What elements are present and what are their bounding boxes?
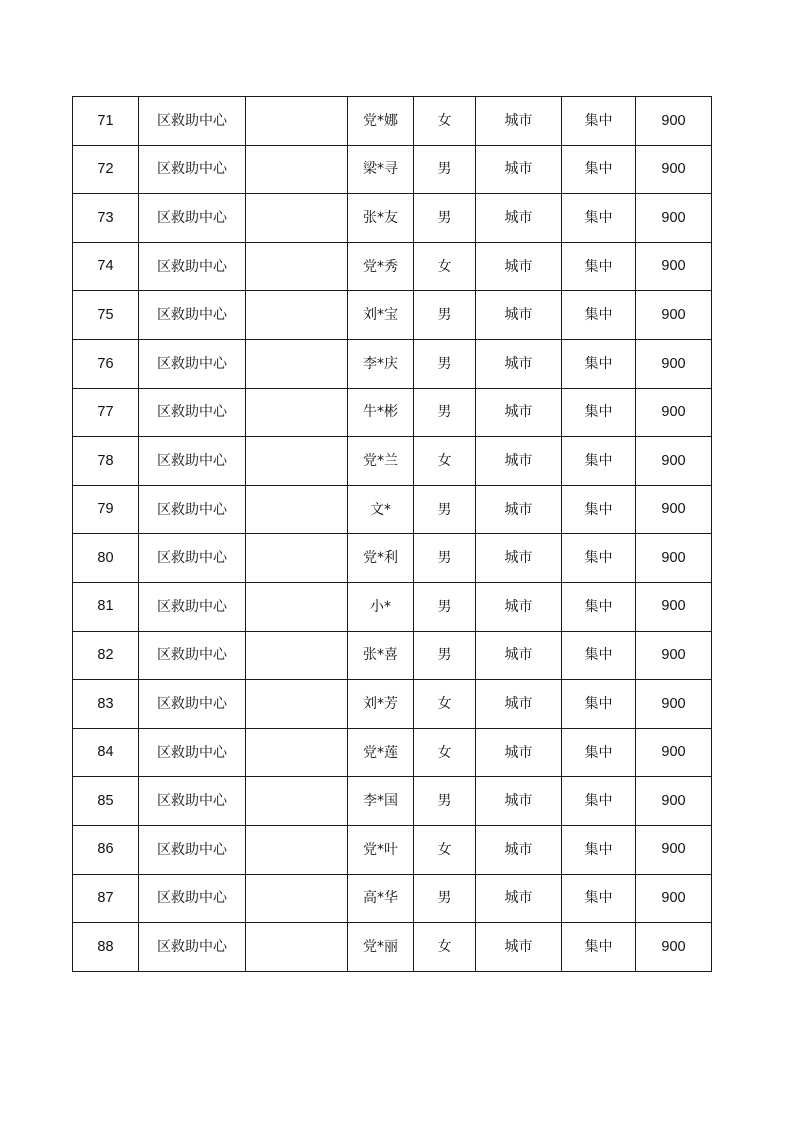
row-number-cell: 81 [73, 582, 139, 631]
name-cell: 高*华 [348, 874, 414, 923]
unit-cell: 区救助中心 [139, 631, 246, 680]
row-number-cell: 76 [73, 339, 139, 388]
support-mode-cell: 集中 [562, 825, 636, 874]
row-number-cell: 85 [73, 777, 139, 826]
area-cell: 城市 [476, 437, 562, 486]
blank-cell [246, 291, 348, 340]
name-cell: 梁*寻 [348, 145, 414, 194]
row-number-cell: 79 [73, 485, 139, 534]
name-cell: 牛*彬 [348, 388, 414, 437]
unit-cell: 区救助中心 [139, 923, 246, 972]
row-number-cell: 78 [73, 437, 139, 486]
name-cell: 李*国 [348, 777, 414, 826]
table-row [73, 388, 712, 437]
area-cell: 城市 [476, 825, 562, 874]
area-cell: 城市 [476, 485, 562, 534]
blank-cell [246, 777, 348, 826]
table-row [73, 534, 712, 583]
support-mode-cell: 集中 [562, 437, 636, 486]
support-mode-cell: 集中 [562, 582, 636, 631]
unit-cell: 区救助中心 [139, 145, 246, 194]
row-number-cell: 71 [73, 97, 139, 146]
area-cell: 城市 [476, 874, 562, 923]
support-mode-cell: 集中 [562, 728, 636, 777]
unit-cell: 区救助中心 [139, 534, 246, 583]
amount-cell: 900 [636, 728, 712, 777]
row-number-cell: 82 [73, 631, 139, 680]
unit-cell: 区救助中心 [139, 388, 246, 437]
row-number-cell: 75 [73, 291, 139, 340]
row-number-cell: 74 [73, 242, 139, 291]
support-mode-cell: 集中 [562, 194, 636, 243]
table-row [73, 680, 712, 729]
blank-cell [246, 145, 348, 194]
gender-cell: 男 [414, 777, 476, 826]
row-number-cell: 77 [73, 388, 139, 437]
gender-cell: 男 [414, 534, 476, 583]
area-cell: 城市 [476, 534, 562, 583]
gender-cell: 女 [414, 680, 476, 729]
name-cell: 刘*芳 [348, 680, 414, 729]
support-mode-cell: 集中 [562, 777, 636, 826]
support-mode-cell: 集中 [562, 339, 636, 388]
gender-cell: 男 [414, 145, 476, 194]
gender-cell: 男 [414, 291, 476, 340]
area-cell: 城市 [476, 923, 562, 972]
amount-cell: 900 [636, 777, 712, 826]
name-cell: 党*利 [348, 534, 414, 583]
gender-cell: 女 [414, 437, 476, 486]
area-cell: 城市 [476, 631, 562, 680]
unit-cell: 区救助中心 [139, 437, 246, 486]
area-cell: 城市 [476, 728, 562, 777]
name-cell: 党*兰 [348, 437, 414, 486]
amount-cell: 900 [636, 145, 712, 194]
amount-cell: 900 [636, 631, 712, 680]
amount-cell: 900 [636, 437, 712, 486]
gender-cell: 女 [414, 728, 476, 777]
row-number-cell: 73 [73, 194, 139, 243]
table-row [73, 194, 712, 243]
name-cell: 党*叶 [348, 825, 414, 874]
amount-cell: 900 [636, 825, 712, 874]
support-mode-cell: 集中 [562, 631, 636, 680]
blank-cell [246, 631, 348, 680]
area-cell: 城市 [476, 97, 562, 146]
unit-cell: 区救助中心 [139, 680, 246, 729]
gender-cell: 男 [414, 485, 476, 534]
table-row [73, 242, 712, 291]
unit-cell: 区救助中心 [139, 582, 246, 631]
amount-cell: 900 [636, 339, 712, 388]
support-mode-cell: 集中 [562, 680, 636, 729]
blank-cell [246, 582, 348, 631]
area-cell: 城市 [476, 339, 562, 388]
table-row [73, 631, 712, 680]
table-row [73, 874, 712, 923]
row-number-cell: 88 [73, 923, 139, 972]
support-mode-cell: 集中 [562, 534, 636, 583]
table-row [73, 339, 712, 388]
blank-cell [246, 728, 348, 777]
name-cell: 刘*宝 [348, 291, 414, 340]
blank-cell [246, 825, 348, 874]
area-cell: 城市 [476, 388, 562, 437]
gender-cell: 女 [414, 825, 476, 874]
table-row [73, 485, 712, 534]
blank-cell [246, 194, 348, 243]
table-row [73, 728, 712, 777]
amount-cell: 900 [636, 291, 712, 340]
area-cell: 城市 [476, 680, 562, 729]
gender-cell: 女 [414, 242, 476, 291]
unit-cell: 区救助中心 [139, 874, 246, 923]
unit-cell: 区救助中心 [139, 97, 246, 146]
amount-cell: 900 [636, 534, 712, 583]
roster-body [73, 97, 712, 972]
amount-cell: 900 [636, 582, 712, 631]
blank-cell [246, 534, 348, 583]
area-cell: 城市 [476, 582, 562, 631]
name-cell: 党*娜 [348, 97, 414, 146]
blank-cell [246, 339, 348, 388]
area-cell: 城市 [476, 777, 562, 826]
row-number-cell: 86 [73, 825, 139, 874]
row-number-cell: 84 [73, 728, 139, 777]
table-row [73, 825, 712, 874]
area-cell: 城市 [476, 291, 562, 340]
blank-cell [246, 437, 348, 486]
support-mode-cell: 集中 [562, 388, 636, 437]
table-row [73, 291, 712, 340]
document-page [72, 96, 711, 972]
unit-cell: 区救助中心 [139, 194, 246, 243]
table-row [73, 145, 712, 194]
unit-cell: 区救助中心 [139, 242, 246, 291]
name-cell: 张*喜 [348, 631, 414, 680]
gender-cell: 女 [414, 923, 476, 972]
amount-cell: 900 [636, 388, 712, 437]
gender-cell: 男 [414, 582, 476, 631]
blank-cell [246, 874, 348, 923]
blank-cell [246, 388, 348, 437]
gender-cell: 男 [414, 339, 476, 388]
amount-cell: 900 [636, 242, 712, 291]
name-cell: 文* [348, 485, 414, 534]
name-cell: 张*友 [348, 194, 414, 243]
blank-cell [246, 97, 348, 146]
table-row [73, 777, 712, 826]
gender-cell: 男 [414, 874, 476, 923]
name-cell: 党*莲 [348, 728, 414, 777]
amount-cell: 900 [636, 923, 712, 972]
support-mode-cell: 集中 [562, 923, 636, 972]
amount-cell: 900 [636, 194, 712, 243]
blank-cell [246, 242, 348, 291]
gender-cell: 女 [414, 97, 476, 146]
blank-cell [246, 680, 348, 729]
row-number-cell: 80 [73, 534, 139, 583]
gender-cell: 男 [414, 388, 476, 437]
gender-cell: 男 [414, 194, 476, 243]
row-number-cell: 72 [73, 145, 139, 194]
unit-cell: 区救助中心 [139, 339, 246, 388]
amount-cell: 900 [636, 97, 712, 146]
area-cell: 城市 [476, 194, 562, 243]
table-row [73, 582, 712, 631]
amount-cell: 900 [636, 485, 712, 534]
support-mode-cell: 集中 [562, 485, 636, 534]
area-cell: 城市 [476, 145, 562, 194]
unit-cell: 区救助中心 [139, 291, 246, 340]
name-cell: 党*秀 [348, 242, 414, 291]
unit-cell: 区救助中心 [139, 728, 246, 777]
table-row [73, 97, 712, 146]
name-cell: 小* [348, 582, 414, 631]
unit-cell: 区救助中心 [139, 777, 246, 826]
support-mode-cell: 集中 [562, 242, 636, 291]
row-number-cell: 83 [73, 680, 139, 729]
amount-cell: 900 [636, 874, 712, 923]
name-cell: 李*庆 [348, 339, 414, 388]
area-cell: 城市 [476, 242, 562, 291]
blank-cell [246, 923, 348, 972]
support-mode-cell: 集中 [562, 97, 636, 146]
support-mode-cell: 集中 [562, 145, 636, 194]
table-row [73, 923, 712, 972]
unit-cell: 区救助中心 [139, 485, 246, 534]
support-mode-cell: 集中 [562, 874, 636, 923]
gender-cell: 男 [414, 631, 476, 680]
unit-cell: 区救助中心 [139, 825, 246, 874]
roster-table [72, 96, 712, 972]
name-cell: 党*丽 [348, 923, 414, 972]
row-number-cell: 87 [73, 874, 139, 923]
support-mode-cell: 集中 [562, 291, 636, 340]
blank-cell [246, 485, 348, 534]
amount-cell: 900 [636, 680, 712, 729]
table-row [73, 437, 712, 486]
